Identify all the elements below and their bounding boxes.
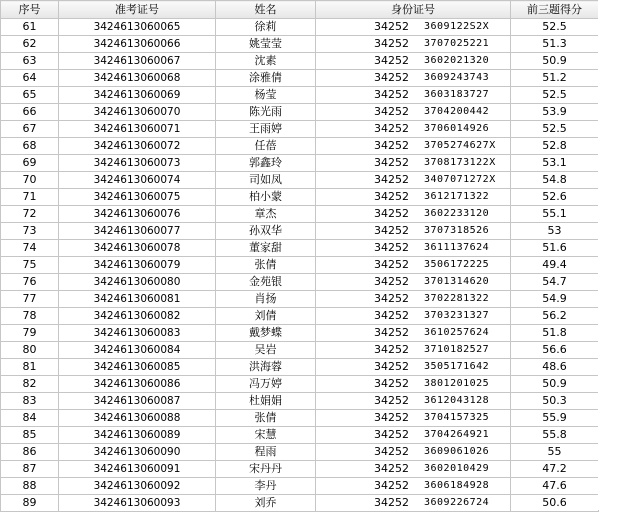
id-card-suffix: 3707025221 [424, 38, 490, 49]
seq-cell[interactable]: 61 [1, 19, 59, 36]
seq-cell[interactable]: 83 [1, 393, 59, 410]
table-row[interactable] [1, 206, 599, 223]
empty-area [598, 0, 640, 510]
exam-id-cell[interactable]: 3424613060092 [59, 478, 216, 495]
name-cell[interactable]: 孙双华 [216, 223, 316, 240]
id-card-suffix: 3606184928 [424, 480, 490, 491]
id-card-prefix: 34252 [374, 156, 409, 169]
name-cell[interactable]: 洪海蓉 [216, 359, 316, 376]
table-row[interactable] [1, 87, 599, 104]
id-card-cell[interactable] [316, 155, 511, 172]
seq-cell[interactable]: 67 [1, 121, 59, 138]
id-card-cell[interactable] [316, 189, 511, 206]
id-card-suffix: 3801201025 [424, 378, 490, 389]
score-cell[interactable]: 52.8 [511, 138, 599, 155]
id-card-suffix: 3602021320 [424, 55, 490, 66]
name-cell[interactable]: 司如凤 [216, 172, 316, 189]
id-card-suffix: 3612171322 [424, 191, 490, 202]
id-card-prefix: 34252 [374, 122, 409, 135]
seq-cell[interactable]: 65 [1, 87, 59, 104]
id-card-prefix: 34252 [374, 224, 409, 237]
score-cell[interactable]: 56.6 [511, 342, 599, 359]
score-cell[interactable]: 51.3 [511, 36, 599, 53]
id-card-suffix: 3602233120 [424, 208, 490, 219]
id-card-prefix: 34252 [374, 241, 409, 254]
id-card-prefix: 34252 [374, 394, 409, 407]
table-row[interactable] [1, 444, 599, 461]
score-cell[interactable]: 53.9 [511, 104, 599, 121]
exam-id-cell[interactable]: 3424613060077 [59, 223, 216, 240]
seq-cell[interactable]: 77 [1, 291, 59, 308]
id-card-suffix: 3609226724 [424, 497, 490, 508]
id-card-prefix: 34252 [374, 292, 409, 305]
id-card-cell[interactable] [316, 206, 511, 223]
score-cell[interactable]: 53 [511, 223, 599, 240]
name-cell[interactable]: 刘倩 [216, 308, 316, 325]
id-card-cell[interactable] [316, 172, 511, 189]
seq-cell[interactable]: 80 [1, 342, 59, 359]
exam-id-cell[interactable]: 3424613060072 [59, 138, 216, 155]
id-card-cell[interactable] [316, 478, 511, 495]
exam-id-cell[interactable]: 3424613060079 [59, 257, 216, 274]
id-card-suffix: 3506172225 [424, 259, 490, 270]
id-card-cell[interactable] [316, 495, 511, 512]
score-cell[interactable]: 47.2 [511, 461, 599, 478]
table-row[interactable] [1, 376, 599, 393]
name-cell[interactable]: 李丹 [216, 478, 316, 495]
score-cell[interactable]: 50.6 [511, 495, 599, 512]
exam-id-cell[interactable]: 3424613060078 [59, 240, 216, 257]
id-card-cell[interactable] [316, 393, 511, 410]
seq-cell[interactable]: 68 [1, 138, 59, 155]
score-cell[interactable]: 55.8 [511, 427, 599, 444]
exam-id-cell[interactable]: 3424613060084 [59, 342, 216, 359]
exam-id-cell[interactable]: 3424613060081 [59, 291, 216, 308]
table-row[interactable] [1, 291, 599, 308]
name-cell[interactable]: 章杰 [216, 206, 316, 223]
id-card-prefix: 34252 [374, 326, 409, 339]
header-row [1, 1, 599, 19]
id-card-prefix: 34252 [374, 20, 409, 33]
table-body [1, 19, 599, 512]
id-card-suffix: 3610257624 [424, 327, 490, 338]
score-cell[interactable]: 51.6 [511, 240, 599, 257]
score-cell[interactable]: 51.2 [511, 70, 599, 87]
table-row[interactable] [1, 104, 599, 121]
header-id-card[interactable]: 身份证号 [316, 1, 511, 19]
id-card-cell[interactable] [316, 104, 511, 121]
id-card-prefix: 34252 [374, 377, 409, 390]
id-card-prefix: 34252 [374, 54, 409, 67]
name-cell[interactable]: 徐莉 [216, 19, 316, 36]
score-cell[interactable]: 47.6 [511, 478, 599, 495]
id-card-suffix: 3609243743 [424, 72, 490, 83]
name-cell[interactable]: 杜娟娟 [216, 393, 316, 410]
id-card-cell[interactable] [316, 274, 511, 291]
id-card-prefix: 34252 [374, 496, 409, 509]
id-card-prefix: 34252 [374, 445, 409, 458]
table-row[interactable] [1, 53, 599, 70]
name-cell[interactable]: 沈素 [216, 53, 316, 70]
seq-cell[interactable]: 66 [1, 104, 59, 121]
exam-id-cell[interactable]: 3424613060068 [59, 70, 216, 87]
id-card-cell[interactable] [316, 342, 511, 359]
seq-cell[interactable]: 81 [1, 359, 59, 376]
seq-cell[interactable]: 89 [1, 495, 59, 512]
table-row[interactable] [1, 257, 599, 274]
id-card-cell[interactable] [316, 138, 511, 155]
name-cell[interactable]: 姚莹莹 [216, 36, 316, 53]
id-card-cell[interactable] [316, 121, 511, 138]
id-card-prefix: 34252 [374, 207, 409, 220]
name-cell[interactable]: 宋慧 [216, 427, 316, 444]
score-cell[interactable]: 50.9 [511, 53, 599, 70]
seq-cell[interactable]: 63 [1, 53, 59, 70]
id-card-cell[interactable] [316, 444, 511, 461]
id-card-prefix: 34252 [374, 411, 409, 424]
name-cell[interactable]: 郭鑫玲 [216, 155, 316, 172]
id-card-prefix: 34252 [374, 37, 409, 50]
id-card-suffix: 3705274627X [424, 140, 496, 151]
exam-id-cell[interactable]: 3424613060085 [59, 359, 216, 376]
exam-id-cell[interactable]: 3424613060090 [59, 444, 216, 461]
id-card-suffix: 3505171642 [424, 361, 490, 372]
table-row[interactable] [1, 393, 599, 410]
name-cell[interactable]: 张倩 [216, 257, 316, 274]
score-cell[interactable]: 55.1 [511, 206, 599, 223]
name-cell[interactable]: 涂雅倩 [216, 70, 316, 87]
seq-cell[interactable]: 71 [1, 189, 59, 206]
name-cell[interactable]: 刘乔 [216, 495, 316, 512]
exam-id-cell[interactable]: 3424613060074 [59, 172, 216, 189]
score-cell[interactable]: 52.5 [511, 121, 599, 138]
name-cell[interactable]: 董家甜 [216, 240, 316, 257]
id-card-prefix: 34252 [374, 258, 409, 271]
table-row[interactable] [1, 274, 599, 291]
exam-id-cell[interactable]: 3424613060065 [59, 19, 216, 36]
score-cell[interactable]: 52.5 [511, 87, 599, 104]
id-card-suffix: 3703231327 [424, 310, 490, 321]
score-cell[interactable]: 56.2 [511, 308, 599, 325]
id-card-suffix: 3603183727 [424, 89, 490, 100]
name-cell[interactable]: 金苑银 [216, 274, 316, 291]
seq-cell[interactable]: 84 [1, 410, 59, 427]
exam-id-cell[interactable]: 3424613060080 [59, 274, 216, 291]
header-score[interactable]: 前三题得分 [511, 1, 599, 19]
score-cell[interactable]: 54.8 [511, 172, 599, 189]
id-card-cell[interactable] [316, 291, 511, 308]
id-card-suffix: 3704157325 [424, 412, 490, 423]
id-card-prefix: 34252 [374, 71, 409, 84]
id-card-prefix: 34252 [374, 360, 409, 373]
id-card-cell[interactable] [316, 223, 511, 240]
name-cell[interactable]: 任蓓 [216, 138, 316, 155]
score-cell[interactable]: 52.6 [511, 189, 599, 206]
table-row[interactable] [1, 478, 599, 495]
exam-id-cell[interactable]: 3424613060073 [59, 155, 216, 172]
exam-id-cell[interactable]: 3424613060082 [59, 308, 216, 325]
table-row[interactable] [1, 342, 599, 359]
seq-cell[interactable]: 86 [1, 444, 59, 461]
id-card-prefix: 34252 [374, 88, 409, 101]
id-card-suffix: 3708173122X [424, 157, 496, 168]
seq-cell[interactable]: 73 [1, 223, 59, 240]
exam-id-cell[interactable]: 3424613060071 [59, 121, 216, 138]
table-row[interactable] [1, 495, 599, 512]
table-row[interactable] [1, 223, 599, 240]
id-card-prefix: 34252 [374, 105, 409, 118]
name-cell[interactable]: 宋丹丹 [216, 461, 316, 478]
exam-id-cell[interactable]: 3424613060083 [59, 325, 216, 342]
id-card-cell[interactable] [316, 461, 511, 478]
id-card-cell[interactable] [316, 257, 511, 274]
seq-cell[interactable]: 82 [1, 376, 59, 393]
name-cell[interactable]: 柏小蒙 [216, 189, 316, 206]
id-card-suffix: 3706014926 [424, 123, 490, 134]
name-cell[interactable]: 张倩 [216, 410, 316, 427]
seq-cell[interactable]: 69 [1, 155, 59, 172]
exam-id-cell[interactable]: 3424613060086 [59, 376, 216, 393]
name-cell[interactable]: 陈光雨 [216, 104, 316, 121]
id-card-cell[interactable] [316, 87, 511, 104]
seq-cell[interactable]: 75 [1, 257, 59, 274]
exam-id-cell[interactable]: 3424613060088 [59, 410, 216, 427]
id-card-suffix: 3611137624 [424, 242, 490, 253]
id-card-cell[interactable] [316, 53, 511, 70]
seq-cell[interactable]: 62 [1, 36, 59, 53]
exam-id-cell[interactable]: 3424613060075 [59, 189, 216, 206]
name-cell[interactable]: 吴岩 [216, 342, 316, 359]
id-card-prefix: 34252 [374, 309, 409, 322]
table-row[interactable] [1, 121, 599, 138]
id-card-prefix: 34252 [374, 139, 409, 152]
header-exam-id[interactable]: 准考证号 [59, 1, 216, 19]
table-row[interactable] [1, 410, 599, 427]
table-row[interactable] [1, 189, 599, 206]
id-card-suffix: 3704200442 [424, 106, 490, 117]
id-card-suffix: 3701314620 [424, 276, 490, 287]
table-row[interactable] [1, 36, 599, 53]
id-card-prefix: 34252 [374, 462, 409, 475]
seq-cell[interactable]: 79 [1, 325, 59, 342]
name-cell[interactable]: 肖扬 [216, 291, 316, 308]
id-card-cell[interactable] [316, 376, 511, 393]
header-name[interactable]: 姓名 [216, 1, 316, 19]
table-row[interactable] [1, 359, 599, 376]
id-card-suffix: 3407071272X [424, 174, 496, 185]
id-card-cell[interactable] [316, 240, 511, 257]
id-card-prefix: 34252 [374, 479, 409, 492]
table-row[interactable] [1, 70, 599, 87]
id-card-cell[interactable] [316, 308, 511, 325]
score-cell[interactable]: 50.9 [511, 376, 599, 393]
id-card-suffix: 3609122S2X [424, 21, 490, 32]
exam-id-cell[interactable]: 3424613060070 [59, 104, 216, 121]
table-row[interactable] [1, 138, 599, 155]
id-card-suffix: 3612043128 [424, 395, 490, 406]
exam-id-cell[interactable]: 3424613060076 [59, 206, 216, 223]
score-cell[interactable]: 49.4 [511, 257, 599, 274]
score-cell[interactable]: 55 [511, 444, 599, 461]
table-row[interactable] [1, 155, 599, 172]
score-cell[interactable]: 48.6 [511, 359, 599, 376]
score-cell[interactable]: 52.5 [511, 19, 599, 36]
seq-cell[interactable]: 78 [1, 308, 59, 325]
score-cell[interactable]: 51.8 [511, 325, 599, 342]
name-cell[interactable]: 王雨婷 [216, 121, 316, 138]
seq-cell[interactable]: 88 [1, 478, 59, 495]
seq-cell[interactable]: 74 [1, 240, 59, 257]
score-cell[interactable]: 55.9 [511, 410, 599, 427]
table-row[interactable] [1, 325, 599, 342]
id-card-prefix: 34252 [374, 428, 409, 441]
exam-id-cell[interactable]: 3424613060087 [59, 393, 216, 410]
exam-id-cell[interactable]: 3424613060069 [59, 87, 216, 104]
name-cell[interactable]: 冯万婷 [216, 376, 316, 393]
seq-cell[interactable]: 87 [1, 461, 59, 478]
id-card-suffix: 3609061026 [424, 446, 490, 457]
id-card-suffix: 3702281322 [424, 293, 490, 304]
id-card-cell[interactable] [316, 19, 511, 36]
table-row[interactable] [1, 240, 599, 257]
exam-id-cell[interactable]: 3424613060091 [59, 461, 216, 478]
id-card-cell[interactable] [316, 359, 511, 376]
score-cell[interactable]: 54.7 [511, 274, 599, 291]
id-card-suffix: 3710182527 [424, 344, 490, 355]
exam-id-cell[interactable]: 3424613060067 [59, 53, 216, 70]
table-row[interactable] [1, 461, 599, 478]
id-card-cell[interactable] [316, 325, 511, 342]
id-card-prefix: 34252 [374, 173, 409, 186]
exam-id-cell[interactable]: 3424613060089 [59, 427, 216, 444]
id-card-prefix: 34252 [374, 275, 409, 288]
exam-id-cell[interactable]: 3424613060066 [59, 36, 216, 53]
table-row[interactable] [1, 172, 599, 189]
id-card-cell[interactable] [316, 427, 511, 444]
id-card-suffix: 3704264921 [424, 429, 490, 440]
id-card-cell[interactable] [316, 410, 511, 427]
id-card-suffix: 3602010429 [424, 463, 490, 474]
id-card-suffix: 3707318526 [424, 225, 490, 236]
id-card-prefix: 34252 [374, 190, 409, 203]
table-row[interactable] [1, 427, 599, 444]
seq-cell[interactable]: 70 [1, 172, 59, 189]
seq-cell[interactable]: 72 [1, 206, 59, 223]
name-cell[interactable]: 程雨 [216, 444, 316, 461]
name-cell[interactable]: 戴梦蝶 [216, 325, 316, 342]
score-cell[interactable]: 54.9 [511, 291, 599, 308]
score-cell[interactable]: 53.1 [511, 155, 599, 172]
score-cell[interactable]: 50.3 [511, 393, 599, 410]
id-card-cell[interactable] [316, 36, 511, 53]
id-card-prefix: 34252 [374, 343, 409, 356]
header-seq[interactable]: 序号 [1, 1, 59, 19]
exam-id-cell[interactable]: 3424613060093 [59, 495, 216, 512]
table-row[interactable] [1, 308, 599, 325]
seq-cell[interactable]: 76 [1, 274, 59, 291]
seq-cell[interactable]: 64 [1, 70, 59, 87]
seq-cell[interactable]: 85 [1, 427, 59, 444]
table-row[interactable] [1, 19, 599, 36]
name-cell[interactable]: 杨莹 [216, 87, 316, 104]
id-card-cell[interactable] [316, 70, 511, 87]
